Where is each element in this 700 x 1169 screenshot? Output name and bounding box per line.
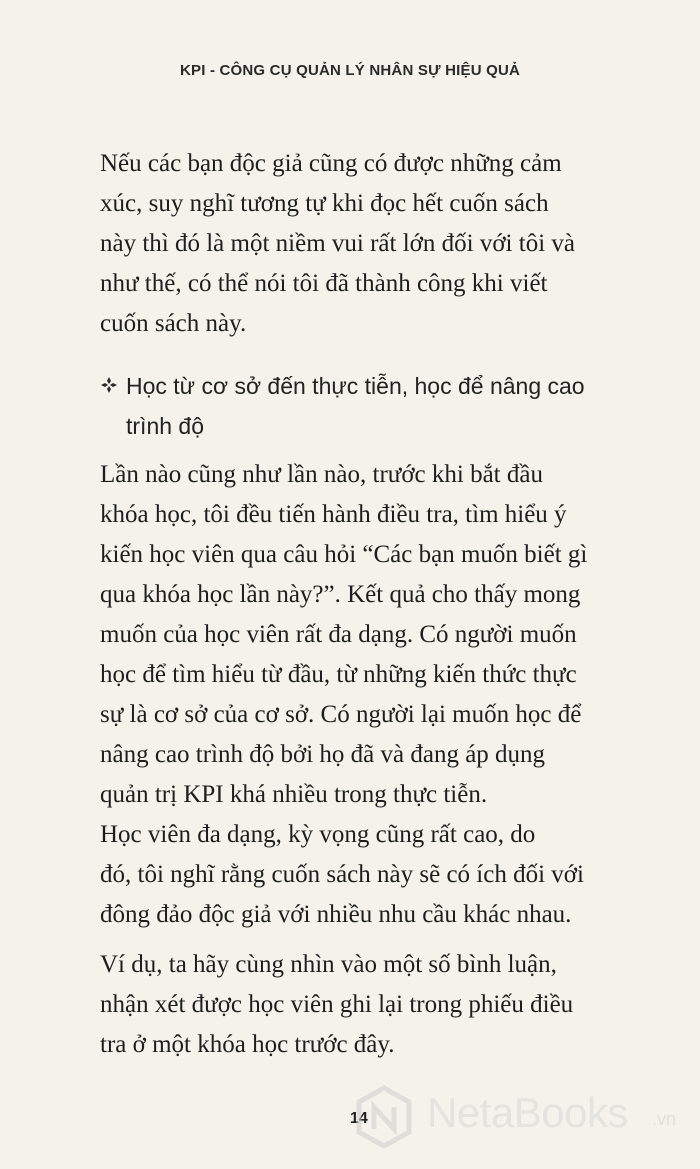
netabooks-logo-icon <box>352 1085 416 1149</box>
text-line: Học viên đa dạng, kỳ vọng cũng rất cao, do <box>100 821 536 848</box>
text-line: Ví dụ, ta hãy cùng nhìn vào một số bình luận, <box>100 951 557 978</box>
text-line: tra ở một khóa học trước đây. <box>100 1031 395 1058</box>
text-line: nhận xét được học viên ghi lại trong phiếu điều <box>100 991 574 1018</box>
paragraph-1 <box>100 144 575 344</box>
text-line: quản trị KPI khá nhiều trong thực tiễn. <box>100 781 488 808</box>
paragraph-3 <box>100 815 584 935</box>
section-heading <box>100 366 585 446</box>
text-line: như thế, có thể nói tôi đã thành công khi viết <box>100 270 548 297</box>
watermark-brand: NetaBooks <box>427 1089 628 1136</box>
text-line: đông đảo độc giả với nhiều nhu cầu khác nhau. <box>100 901 572 928</box>
paragraph-4 <box>100 945 573 1065</box>
text-line: nâng cao trình độ bởi họ đã và đang áp dụng <box>100 741 546 768</box>
paragraph-2 <box>100 455 587 815</box>
watermark-tld: .vn <box>652 1109 677 1129</box>
text-line: muốn của học viên rất đa dạng. Có người muốn <box>100 621 577 648</box>
running-header: KPI - CÔNG CỤ QUẢN LÝ NHÂN SỰ HIỆU QUẢ <box>179 62 521 79</box>
text-line: cuốn sách này. <box>100 310 247 337</box>
heading-line: Học từ cơ sở đến thực tiễn, học để nâng cao <box>126 373 585 399</box>
heading-line: trình độ <box>126 413 204 439</box>
text-line: khóa học, tôi đều tiến hành điều tra, tìm hiểu ý <box>100 501 567 528</box>
text-line: Nếu các bạn độc giả cũng có được những cảm <box>100 150 562 177</box>
text-line: học để tìm hiểu từ đầu, từ những kiến thức thực <box>100 661 577 688</box>
text-line: sự là cơ sở của cơ sở. Có người lại muốn học để <box>100 701 582 728</box>
text-line: này thì đó là một niềm vui rất lớn đối với tôi và <box>100 230 575 257</box>
text-line: xúc, suy nghĩ tương tự khi đọc hết cuốn sách <box>100 190 549 217</box>
watermark <box>352 1083 692 1151</box>
text-line: đó, tôi nghĩ rằng cuốn sách này sẽ có ích đối với <box>100 861 584 888</box>
text-line: qua khóa học lần này?”. Kết quả cho thấy mong <box>100 581 581 608</box>
page-number: 14 <box>350 1110 368 1127</box>
text-line: Lần nào cũng như lần nào, trước khi bắt đầu <box>100 461 543 488</box>
text-line: kiến học viên qua câu hỏi “Các bạn muốn biết gì <box>100 541 588 568</box>
